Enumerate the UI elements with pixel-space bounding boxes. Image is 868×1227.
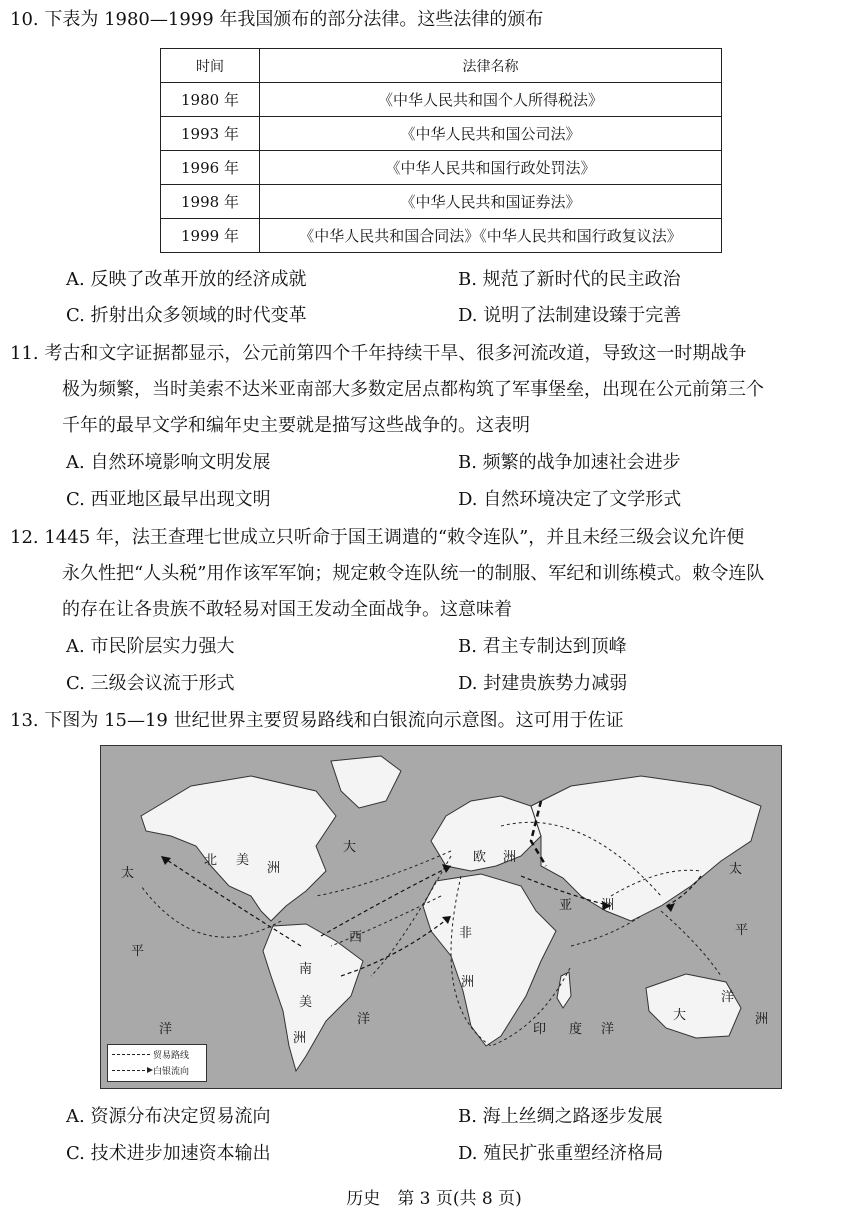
table-cell-year: 1996 年 bbox=[161, 151, 260, 185]
map-label-pacific-left-2: 平 bbox=[131, 944, 145, 959]
map-label-south-america-2: 美 bbox=[299, 995, 313, 1010]
q10-option-d[interactable]: D. 说明了法制建设臻于完善 bbox=[458, 305, 682, 326]
table-row bbox=[161, 117, 722, 151]
map-label-europe-1: 欧 bbox=[473, 850, 487, 865]
map-label-indian-2: 度 bbox=[569, 1022, 583, 1037]
map-label-north-america-2: 美 bbox=[236, 853, 250, 868]
q12-option-c[interactable]: C. 三级会议流于形式 bbox=[66, 673, 235, 694]
map-label-oceania-1: 大 bbox=[673, 1008, 687, 1023]
q10-stem: 10. 下表为 1980—1999 年我国颁布的部分法律。这些法律的颁布 bbox=[10, 9, 544, 30]
q12-stem-line: 永久性把“人头税”用作该军军饷；规定敕令连队统一的制服、军纪和训练模式。敕令连队 bbox=[62, 563, 765, 584]
map-label-atlantic-1: 大 bbox=[343, 840, 357, 855]
table-cell-law: 《中华人民共和国个人所得税法》 bbox=[260, 83, 722, 117]
table-cell-law: 《中华人民共和国公司法》 bbox=[260, 117, 722, 151]
table-row bbox=[161, 151, 722, 185]
map-label-oceania-3: 洲 bbox=[755, 1012, 769, 1027]
map-label-atlantic-2: 西 bbox=[349, 930, 363, 945]
table-header-law: 法律名称 bbox=[260, 49, 722, 83]
madagascar-shape bbox=[557, 972, 571, 1008]
legend-trade-swatch bbox=[112, 1054, 150, 1055]
map-label-asia-1: 亚 bbox=[559, 898, 573, 913]
q11-stem-line: 千年的最早文学和编年史主要就是描写这些战争的。这表明 bbox=[62, 415, 530, 436]
table-cell-year: 1999 年 bbox=[161, 219, 260, 253]
map-label-atlantic-3: 洋 bbox=[357, 1012, 371, 1027]
q12-option-b[interactable]: B. 君主专制达到顶峰 bbox=[458, 636, 627, 657]
page-footer: 历史 第 3 页(共 8 页) bbox=[346, 1189, 522, 1209]
q13-option-a[interactable]: A. 资源分布决定贸易流向 bbox=[66, 1106, 271, 1127]
table-cell-law: 《中华人民共和国证券法》 bbox=[260, 185, 722, 219]
q12-option-d[interactable]: D. 封建贵族势力减弱 bbox=[458, 673, 628, 694]
world-trade-map bbox=[100, 745, 782, 1089]
table-cell-year: 1998 年 bbox=[161, 185, 260, 219]
legend-trade-label: 贸易路线 bbox=[153, 1050, 190, 1061]
table-row bbox=[161, 185, 722, 219]
map-label-oceania-2: 洋 bbox=[721, 990, 735, 1005]
australia-shape bbox=[646, 974, 741, 1038]
q12-option-a[interactable]: A. 市民阶层实力强大 bbox=[66, 636, 235, 657]
q11-option-a[interactable]: A. 自然环境影响文明发展 bbox=[66, 452, 271, 473]
arrowhead bbox=[666, 903, 675, 912]
trade-route bbox=[661, 911, 721, 976]
table-cell-law: 《中华人民共和国行政处罚法》 bbox=[260, 151, 722, 185]
q11-option-b[interactable]: B. 频繁的战争加速社会进步 bbox=[458, 452, 681, 473]
map-label-south-america-1: 南 bbox=[299, 962, 313, 977]
q11-stem-line: 11. 考古和文字证据都显示，公元前第四个千年持续干旱、很多河流改道，导致这一时期战争 bbox=[10, 343, 747, 364]
table-cell-year: 1980 年 bbox=[161, 83, 260, 117]
map-legend bbox=[107, 1044, 207, 1082]
q10-option-a[interactable]: A. 反映了改革开放的经济成就 bbox=[66, 269, 307, 290]
q13-stem: 13. 下图为 15—19 世纪世界主要贸易路线和白银流向示意图。这可用于佐证 bbox=[10, 710, 624, 731]
map-label-south-america-3: 洲 bbox=[293, 1031, 307, 1046]
table-row bbox=[161, 219, 722, 253]
q12-stem-line: 的存在让各贵族不敢轻易对国王发动全面战争。这意味着 bbox=[62, 599, 512, 620]
map-label-africa-2: 洲 bbox=[461, 975, 475, 990]
map-label-pacific-left-3: 洋 bbox=[159, 1022, 173, 1037]
map-graphic bbox=[101, 746, 781, 1088]
greenland-shape bbox=[331, 756, 401, 808]
legend-silver bbox=[112, 1063, 189, 1077]
q10-option-b[interactable]: B. 规范了新时代的民主政治 bbox=[458, 269, 681, 290]
laws-table bbox=[160, 48, 722, 253]
legend-silver-swatch bbox=[112, 1070, 150, 1071]
map-label-north-america-3: 洲 bbox=[267, 861, 281, 876]
table-row bbox=[161, 83, 722, 117]
q11-option-c[interactable]: C. 西亚地区最早出现文明 bbox=[66, 489, 271, 510]
south-america-shape bbox=[263, 924, 363, 1071]
q11-stem-line: 极为频繁，当时美索不达米亚南部大多数定居点都构筑了军事堡垒，出现在公元前第三个 bbox=[62, 379, 764, 400]
arrowhead bbox=[161, 856, 171, 865]
map-label-pacific-right-1: 太 bbox=[729, 862, 743, 877]
legend-silver-label: 白银流向 bbox=[153, 1066, 190, 1077]
map-label-pacific-left-1: 太 bbox=[121, 866, 135, 881]
trade-route bbox=[316, 851, 451, 896]
map-label-indian-1: 印 bbox=[533, 1022, 547, 1037]
map-label-europe-2: 洲 bbox=[503, 850, 517, 865]
table-header-time: 时间 bbox=[161, 49, 260, 83]
map-label-pacific-right-2: 平 bbox=[735, 923, 749, 938]
table-cell-year: 1993 年 bbox=[161, 117, 260, 151]
map-label-africa-1: 非 bbox=[459, 926, 473, 941]
table-cell-law: 《中华人民共和国合同法》《中华人民共和国行政复议法》 bbox=[260, 219, 722, 253]
q12-stem-line: 12. 1445 年，法王查理七世成立只听命于国王调遣的“敕令连队”，并且未经三级会议允许便 bbox=[10, 527, 745, 548]
map-label-asia-2: 洲 bbox=[601, 898, 615, 913]
q11-option-d[interactable]: D. 自然环境决定了文学形式 bbox=[458, 489, 682, 510]
q13-option-b[interactable]: B. 海上丝绸之路逐步发展 bbox=[458, 1106, 663, 1127]
legend-trade bbox=[112, 1047, 189, 1061]
q13-option-d[interactable]: D. 殖民扩张重塑经济格局 bbox=[458, 1143, 664, 1164]
q13-option-c[interactable]: C. 技术进步加速资本输出 bbox=[66, 1143, 271, 1164]
table-header-row bbox=[161, 49, 722, 83]
q10-option-c[interactable]: C. 折射出众多领域的时代变革 bbox=[66, 305, 307, 326]
map-label-indian-3: 洋 bbox=[601, 1022, 615, 1037]
map-label-north-america-1: 北 bbox=[204, 853, 218, 868]
